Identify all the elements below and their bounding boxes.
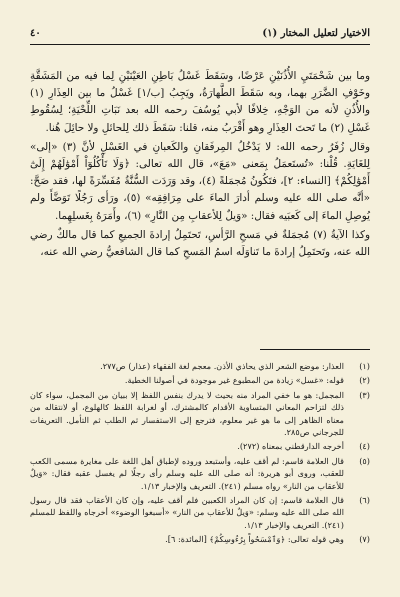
footnote-text: أخرجه الدارقطني بمعناه (٢٧٢).: [237, 441, 344, 452]
page-header: [30, 26, 370, 40]
footnote: [30, 533, 370, 545]
main-text: [30, 68, 370, 263]
footnote: [30, 389, 370, 439]
paragraph: وقال زُفَرُ رحمه الله: لا يَدْخُلُ المِرفَقانِ والكَعبانِ في الغَسْلِ لأنَّ (٣) «إلى» لِلغَايَةِ. قُلْنا: «تُستَعمَلُ بِمَعنى «مَعَ»، قال الله تعالى: ﴿وَلَا تَأْكُلُوٓاْ أَمْوَٰلَهُمْ إِلَىٰٓ أَمْوَٰلِكُمْ﴾ [النساء: ٢]، فتَكُونُ مُجمَلةً (٤)، وقد وَرَدَت السُّنَّةُ مُفَسِّرَةً لها، فقد صَحَّ: «أنَّه صلى الله عليه وسلم أدارَ الماءَ على مِرَافِقِه» (٥)، ورَأى رَجُلًا تَوَضَّأَ ولم يُوصِلِ الماءَ إلى كَعبَيه فقال: «وَيلٌ لِلأعقابِ مِن النَّارِ» (٦)، وأَمَرَهُ بِغَسلِهِما.: [30, 140, 371, 222]
footnote-number: (٦): [359, 495, 370, 506]
footnote-number: (٤): [359, 441, 370, 452]
paragraph: وما بين شَحْمَتَيِ الأُذُنَيْنِ عَرْضًا، وسَقَطَ غَسْلُ بَاطِنِ العَيْنَيْنِ لِما فيه من المَشَقَّةِ وخَوْفِ الضَّرَرِ بهما، وبه سَقَطَ الطَّهارَةُ، ويَجِبُ [ب/١] غَسْلُ ما بين العِذَارِ (١) والأُذُنِ لأنه من الوَجْهِ، خِلافًا لأبي يُوسُفَ رحمه الله بعد نَبَاتِ اللِّحْيَةِ؛ لِسُقُوطِ غَسْلِ (٢) ما تَحتَ العِذَارِ وهو أَقْرَبُ منه، قلنا: سَقَطَ ذلك لِلحائلِ ولا حائِلَ هُنا.: [30, 70, 371, 134]
footnote: [30, 374, 370, 386]
footnote-number: (١): [359, 361, 370, 371]
footnote-number: (٢): [359, 375, 370, 386]
footnote-number: (٥): [359, 455, 370, 466]
footnote-number: (٣): [359, 389, 370, 400]
footnote-text: قال العلامة قاسم: إن كان المراد الكعبين فلم أقف عليه، وإن كان الأعقاب فقد قال رسول الله صلى الله عليه وسلم: «وَيلٌ للأعقاب من النار» «أسبغوا الوضوء» أخرجاه واللفظ للمسلم (٢٤١). التعريف والإخبار ١/١٣.: [30, 495, 344, 530]
footnote-number: (٧): [359, 534, 370, 545]
footnote-divider: [260, 349, 370, 350]
footnote-text: العذار: موضع الشعر الذي يحاذي الأذن. معجم لغة الفقهاء (عذار) ص٢٧٧.: [100, 361, 344, 371]
footnote-text: المجمل: هو ما خفي المراد منه بحيث لا يدرك بنفس اللفظ إلا ببيان من المجمل، سواء كان ذلك لتزاحم المعاني المتساوية الأقدام كالمشترك، أو لغرابة اللفظ كالهلوع، أو لانتقاله من معناه الظاهر إلى ما هو غير معلوم، فترجع إلى الاستفسار ثم الطلب ثم التأمل. التعريفات للجرجاني ص٢٨٥.: [30, 389, 344, 438]
footnotes: [30, 360, 370, 548]
header-divider: [30, 44, 370, 45]
footnote-text: قوله: «غسل» زيادة من المطبوع غير موجودة في أصولنا الخطية.: [124, 375, 344, 386]
running-title: الاختيار لتعليل المختار (١): [262, 27, 370, 39]
footnote: [30, 360, 370, 372]
footnote: [30, 494, 370, 531]
footnote: [30, 440, 370, 452]
footnote-text: وهي قوله تعالى: ﴿وَٱمْسَحُواْ بِرُءُوسِكُمْ﴾ [المائدة: ٦].: [165, 534, 344, 545]
paragraph: وكذا الآيةُ (٧) مُجمَلةٌ في مَسحِ الرَّأسِ، تَحتَمِلُ إرادةَ الجميعِ كما قال مالكٌ رضي الله عنه، وتَحتَمِلُ إرادةَ ما تَناوَلَه اسمُ المَسحِ كما قال الشافعيُّ رضي الله عنه،: [30, 228, 370, 259]
footnote: [30, 455, 370, 492]
page-number: ٤٠: [30, 27, 41, 39]
footnote-text: قال العلامة قاسم: لم أقف عليه، وأستبعد وروده لإطباق أهل اللغة على مغايرة مسمى الكعب للعقب، وروى أبو هريرة: أنه صلى الله عليه وسلم رأى رجلًا لم يغسل عقبه فقال: «وَيلٌ للأعقاب من النار» رواه مسلم (٢٤١). التعريف والإخبار ١/١٣.: [30, 455, 344, 491]
